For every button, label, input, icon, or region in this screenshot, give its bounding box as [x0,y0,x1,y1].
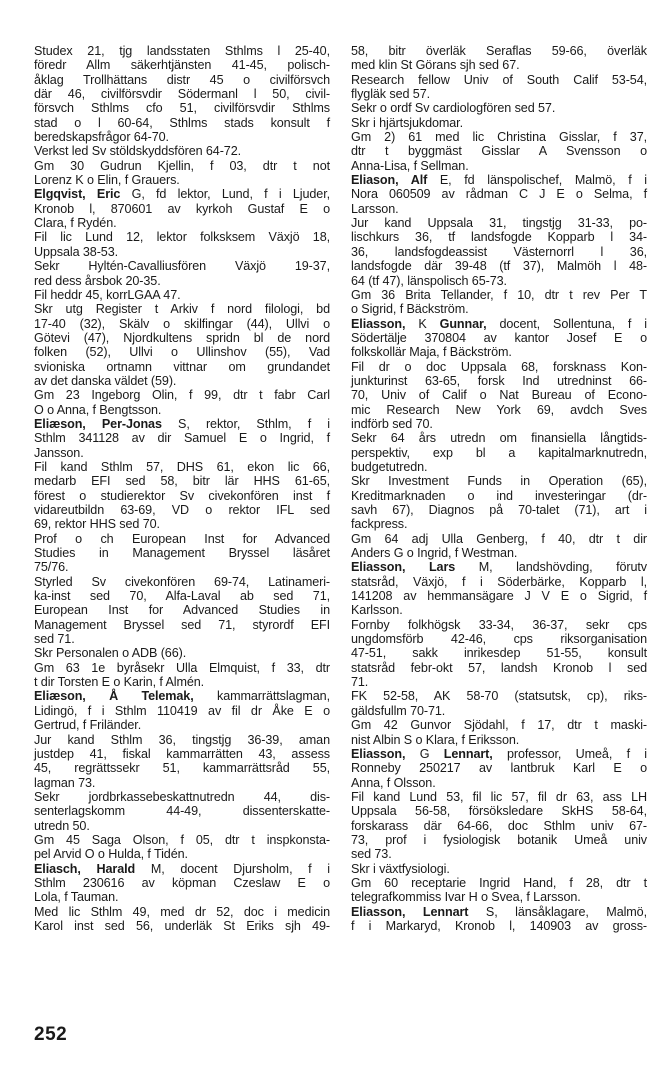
text-line [34,417,330,431]
text-line [34,503,330,517]
text-line [351,819,647,833]
text-line [34,618,330,632]
text-line [351,603,647,617]
entry-text: Lorenz K o Elin, f Grauers. [34,173,180,188]
text-line [351,761,647,775]
text-line [351,317,647,331]
text-line [34,288,330,302]
text-line [34,532,330,546]
text-line [34,116,330,130]
entry-text: M, docent Djursholm, f i [135,861,331,876]
text-line [351,388,647,402]
entry-text: Studies in Management Bryssel läsåret [34,546,330,561]
text-line [351,833,647,847]
entry-text: S, rektor, Sthlm, f i [161,416,330,431]
entry-text: landsfogde där 39-48 (tf 37), Malmöh l 48- [351,259,647,274]
entry-text: Anna-Lisa, f Sellman. [351,158,469,173]
text-line [34,862,330,876]
entry-text: forskarass där 64-66, doc Sthlm univ 67- [351,818,647,833]
text-line [34,890,330,904]
entry-text: Lola, f Tauman. [34,890,119,905]
entry-text: Gm 30 Gudrun Kjellin, f 03, dtr t not [34,158,330,173]
text-line [351,589,647,603]
text-line [351,101,647,115]
entry-text: Sekr jordbrkassebeskattnutredn 44, dis- [34,789,330,804]
entry-text: statsråd febr-okt 57, landsh Kronob l sed [351,660,647,675]
text-line [34,388,330,402]
text-line [34,345,330,359]
entry-text: 36, landsfogdeassist Västernorrl l 36, [351,244,647,259]
text-line [34,101,330,115]
text-line [34,833,330,847]
text-line [351,331,647,345]
text-line [351,804,647,818]
text-line [351,661,647,675]
text-line [351,116,647,130]
text-line [351,919,647,933]
text-line [351,431,647,445]
entry-text: flygläk sed 57. [351,87,431,102]
entry-text: justdep 41, fiskal kammarrätten 43, assess [34,746,330,761]
text-line [351,73,647,87]
text-line [34,847,330,861]
entry-text: Prof o ch European Inst for Advanced [34,531,330,546]
entry-text: savh 67), Diagnos på 70-talet (71), art i [351,503,647,517]
text-line [34,489,330,503]
entry-text: av det danska väldet (59). [34,373,177,388]
entry-text: 70, Univ of Calif o Nat Bureau of Econo- [351,388,647,403]
text-line [351,847,647,861]
text-line [351,503,647,517]
entry-text: pel Arvid O o Hulda, f Tidén. [34,847,188,862]
entry-text: gäldsfullm 70-71. [351,703,446,718]
text-line [34,144,330,158]
text-line [34,230,330,244]
entry-text: kammarrättslagman, [193,689,330,704]
entry-text: folken (52), Ullvi o Ullinshov (55), Vad [34,345,330,360]
text-line [34,44,330,58]
text-line [351,187,647,201]
text-line [351,876,647,890]
text-line [34,546,330,560]
entry-text: Jur kand Sthlm 36, tingstjg 36-39, aman [34,732,330,747]
text-line [34,202,330,216]
entry-text: Fil kand Sthlm 57, DHS 61, ekon lic 66, [34,459,330,474]
entry-text: t dir Torsten E o Karin, f Almén. [34,675,205,690]
text-line [351,446,647,460]
text-line [351,302,647,316]
entry-text: nist Albin S o Klara, f Eriksson. [351,732,520,747]
entry-text: perspektiv, exp bl a kapitalmarknutredn, [351,445,647,460]
text-line [351,689,647,703]
entry-text: Gm 45 Saga Olson, f 05, dtr t inspkonsta- [34,832,330,847]
entry-text: 141208 av hemmansägare J V E o Sigrid, f [351,589,647,604]
text-line [351,87,647,101]
text-line [351,144,647,158]
text-line [351,44,647,58]
entry-text: fackpress. [351,517,408,532]
text-line [34,274,330,288]
entry-text: Styrled Sv civekonfören 69-74, Latinameri- [34,574,330,589]
text-line [351,460,647,474]
entry-text: professor, Umeå, f i [492,746,647,761]
text-line [34,876,330,890]
entry-name: Eliasch, Harald [34,861,136,876]
entry-text: Karlsson. [351,603,403,618]
entry-text: 69, rektor HHS sed 70. [34,517,160,532]
text-line [34,58,330,72]
entry-text: Fil dr o doc Uppsala 68, forsknass Kon- [351,359,647,374]
entry-text: G, fd lektor, Lund, f i Ljuder, [120,187,330,202]
entry-text: vidareutbildn 63-69, VD o rektor IFL sed [34,503,330,517]
entry-text: docent, Sollentuna, f i [486,316,647,331]
entry-text: Skr Personalen o ADB (66). [34,646,187,661]
text-line [351,575,647,589]
entry-text: Gertrud, f Friländer. [34,718,142,733]
text-line [34,317,330,331]
text-line [34,790,330,804]
text-line [34,575,330,589]
text-line [34,130,330,144]
text-line [351,216,647,230]
entry-name: Gunnar, [439,316,487,331]
text-line [351,288,647,302]
right-column [351,44,647,933]
text-line [34,73,330,87]
entry-text: mic Research New York 69, avdch Sves [351,402,647,417]
page-number: 252 [34,1024,68,1045]
entry-name: Eliasson, Lars [351,560,456,575]
text-line [351,632,647,646]
entry-text: 75/76. [34,560,69,575]
text-line [351,274,647,288]
entry-text: lischkurs 36, tf landsfogde Kopparb l 34- [351,230,647,245]
text-line [351,532,647,546]
text-line [34,776,330,790]
text-line [34,819,330,833]
entry-text: Nora 060509 av rådman C J E o Selma, f [351,187,647,202]
entry-text: Lidingö, f i Sthlm 110419 av fil dr Åke E o [34,703,330,718]
entry-text: Clara, f Rydén. [34,216,117,231]
entry-text: 71. [351,675,369,690]
text-line [34,905,330,919]
entry-text: 73, prof i fysiologisk botanik Umeå univ [351,832,647,847]
text-line [351,546,647,560]
text-line [351,202,647,216]
entry-text: Södertälje 370804 av kantor Josef E o [351,330,647,345]
entry-text: senterlagskomm 44-49, dissenterskatte- [34,804,330,819]
entry-name: Lennart, [443,746,493,761]
entry-text: telegrafkommiss Ivar H o Svea, f Larsson. [351,890,581,905]
text-line [351,890,647,904]
entry-text: 17-40 (32), Skälv o skilfingar (44), Ullvi o [34,316,330,331]
text-line [34,761,330,775]
text-line [34,302,330,316]
entry-text: M, landshövding, förutv [455,560,647,575]
entry-name: Eliasson, Lennart [351,904,469,919]
text-line [34,87,330,101]
text-line [351,618,647,632]
text-line [34,689,330,703]
entry-text: Gm 2) 61 med lic Christina Gisslar, f 37, [351,130,647,145]
entry-text: förest o studierektor Sv civekonfören inst f [34,488,330,503]
text-line [34,460,330,474]
entry-text: junkturinst 63-65, forsk Ind utredninst 66- [351,373,647,388]
entry-name: Eliæson, Å Telemak, [34,689,194,704]
text-line [351,374,647,388]
entry-text: Management Bryssel sed 71, styrordf EFI [34,617,330,632]
entry-text: Gm 23 Ingeborg Olin, f 99, dtr t fabr Carl [34,388,330,403]
entry-text: Skr i hjärtsjukdomar. [351,115,463,130]
text-line [351,517,647,531]
entry-text: försvch Sthlms cfo 51, civilförsvdir Sthlms [34,101,330,116]
text-line [351,790,647,804]
entry-name: Elgqvist, Eric [34,187,121,202]
text-line [34,259,330,273]
text-line [34,747,330,761]
text-line [351,58,647,72]
entry-text: Kreditmarknaden o ind investeringar (dr- [351,488,647,503]
entry-text: O o Anna, f Bengtsson. [34,402,162,417]
text-line [351,862,647,876]
entry-text: Gm 36 Brita Tellander, f 10, dtr t rev Per T [351,287,647,302]
entry-text: Gm 64 adj Ulla Genberg, f 40, dtr t dir [351,531,647,546]
entry-text: budgetutredn. [351,459,428,474]
entry-text: S, länsåklagare, Malmö, [468,904,647,919]
text-line [351,474,647,488]
text-line [351,230,647,244]
text-line [34,331,330,345]
entry-name: Eliasson, [351,316,406,331]
entry-text: Uppsala 38-53. [34,244,119,259]
text-line [34,675,330,689]
text-line [34,431,330,445]
entry-text: föredr Allm säkerhtjänsten 41-45, polisch- [34,58,330,73]
entry-name: Eliasson, [351,746,406,761]
text-line [351,417,647,431]
entry-text: Skr i växtfysiologi. [351,861,450,876]
entry-text: Sthlm 341128 av dir Samuel E o Ingrid, f [34,431,330,446]
entry-text: Kronob l, 870601 av kyrkoh Gustaf E o [34,201,330,216]
entry-text: Med lic Sthlm 49, med dr 52, doc i medicin [34,904,330,919]
text-line [34,517,330,531]
entry-text: ka-inst sed 70, Alfa-Laval ab sed 71, [34,589,330,604]
text-line [351,259,647,273]
entry-text: o Sigrid, f Bäckström. [351,302,469,317]
text-line [34,589,330,603]
text-line [34,173,330,187]
entry-text: åklag Trollhättans distr 45 o civilförsvch [34,72,330,87]
text-line [34,374,330,388]
entry-text: med klin St Görans sjh sed 67. [351,58,520,73]
text-line [34,187,330,201]
entry-text: Larsson. [351,201,399,216]
entry-text: Research fellow Univ of South Calif 53-54, [351,72,647,87]
entry-text: Jur kand Uppsala 31, tingstjg 31-33, po- [351,216,647,231]
entry-text: K [405,316,440,331]
entry-text: f i Markaryd, Kronob l, 140903 av gross- [351,918,647,933]
entry-text: Anna, f Olsson. [351,775,436,790]
left-column [34,44,330,933]
entry-text: indförb sed 70. [351,416,433,431]
entry-text: FK 52-58, AK 58-70 (statsutsk, cp), riks- [351,689,647,704]
text-line [34,159,330,173]
entry-text: Sekr Hyltén-Cavalliusfören Växjö 19-37, [34,259,330,274]
entry-text: Gm 63 1e byråsekr Ulla Elmquist, f 33, dtr [34,660,330,675]
entry-text: där 46, civilförsvdir Södermanl l 50, civil- [34,87,330,102]
text-line [351,360,647,374]
entry-text: folkskollär Maja, f Bäckström. [351,345,512,360]
entry-text: Karol inst sed 56, underläk St Eriks sjh 49- [34,918,330,933]
entry-text: beredskapsfrågor 64-70. [34,130,169,145]
entry-text: 64 (tf 47), länspolisch 65-73. [351,273,507,288]
text-line [34,919,330,933]
entry-text: Fil kand Lund 53, fil lic 57, fil dr 63, ass LH [351,789,647,804]
entry-text: Gm 60 receptarie Ingrid Hand, f 28, dtr t [351,875,647,890]
entry-text: Skr Investment Funds in Operation (65), [351,474,647,489]
entry-text: Sekr o ordf Sv cardiologfören sed 57. [351,101,556,116]
entry-text: Fornby folkhögsk 33-34, 36-37, sekr cps [351,617,647,632]
text-line [351,704,647,718]
text-line [351,733,647,747]
entry-text: Uppsala 56-58, försöksledare SkHS 58-64, [351,804,647,819]
text-line [351,403,647,417]
text-line [34,632,330,646]
text-line [351,130,647,144]
text-line [34,403,330,417]
entry-text: Studex 21, tjg landsstaten Sthlms l 25-40, [34,44,330,58]
entry-text: medarb EFI sed 58, bitr lär HHS 61-65, [34,474,330,489]
entry-text: Sekr 64 års utredn om finansiella långtids- [351,431,647,446]
text-line [34,603,330,617]
entry-text: Jansson. [34,445,84,460]
text-line [351,345,647,359]
entry-name: Eliæson, Per-Jonas [34,416,162,431]
text-line [34,704,330,718]
entry-text: lagman 73. [34,775,96,790]
entry-text: Fil lic Lund 12, lektor folksksem Växjö 18, [34,230,330,245]
text-line [34,360,330,374]
text-line [34,661,330,675]
text-line [34,646,330,660]
text-line [351,489,647,503]
text-line [351,159,647,173]
text-line [34,733,330,747]
text-line [351,747,647,761]
entry-text: Anders G o Ingrid, f Westman. [351,546,518,561]
text-line [34,474,330,488]
entry-text: E, fd länspolischef, Malmö, f i [427,173,647,188]
entry-text: statsråd, Växjö, f i Söderbärke, Kopparb l, [351,574,647,589]
text-line [351,560,647,574]
text-line [351,675,647,689]
text-line [351,718,647,732]
text-line [34,446,330,460]
entry-text: utredn 50. [34,818,90,833]
entry-text: svioniska ortnamn vittnar om grundandet [34,359,330,374]
entry-text: stad o l 60-64, Sthlms stads konsult f [34,115,330,130]
entry-text: Ronneby 250217 av lantbruk Karl E o [351,761,647,776]
entry-text: sed 71. [34,632,75,647]
text-line [351,905,647,919]
entry-name: Eliason, Alf [351,173,428,188]
entry-text: European Inst for Advanced Studies in [34,603,330,618]
text-line [351,173,647,187]
text-line [34,245,330,259]
entry-text: G [405,746,444,761]
text-line [351,776,647,790]
entry-text: sed 73. [351,847,392,862]
entry-text: red dess årsbok 20-35. [34,273,161,288]
entry-text: Götevi (47), Njordkultens spridn bl de nord [34,330,330,345]
text-line [34,216,330,230]
text-line [34,560,330,574]
text-line [351,646,647,660]
entry-text: ungdomsförb 42-46, cps riksorganisation [351,632,647,647]
entry-text: 58, bitr överläk Seraflas 59-66, överläk [351,44,647,58]
entry-text: Skr utg Register t Arkiv f nord filologi, bd [34,302,330,317]
entry-text: Verkst led Sv stöldskyddsfören 64-72. [34,144,242,159]
entry-text: dtr t byggmäst Gisslar A Svensson o [351,144,647,159]
entry-text: Fil heddr 45, korrLGAA 47. [34,287,181,302]
entry-text: 47-51, sakk inrikesdep 51-55, konsult [351,646,647,661]
entry-text: Sthlm 230616 av köpman Czeslaw E o [34,875,330,890]
entry-text: 45, regrättssekr 51, kammarrättsråd 55, [34,761,330,776]
text-line [34,804,330,818]
text-line [34,718,330,732]
text-line [351,245,647,259]
entry-text: Gm 42 Gunvor Sjödahl, f 17, dtr t maski- [351,718,647,733]
